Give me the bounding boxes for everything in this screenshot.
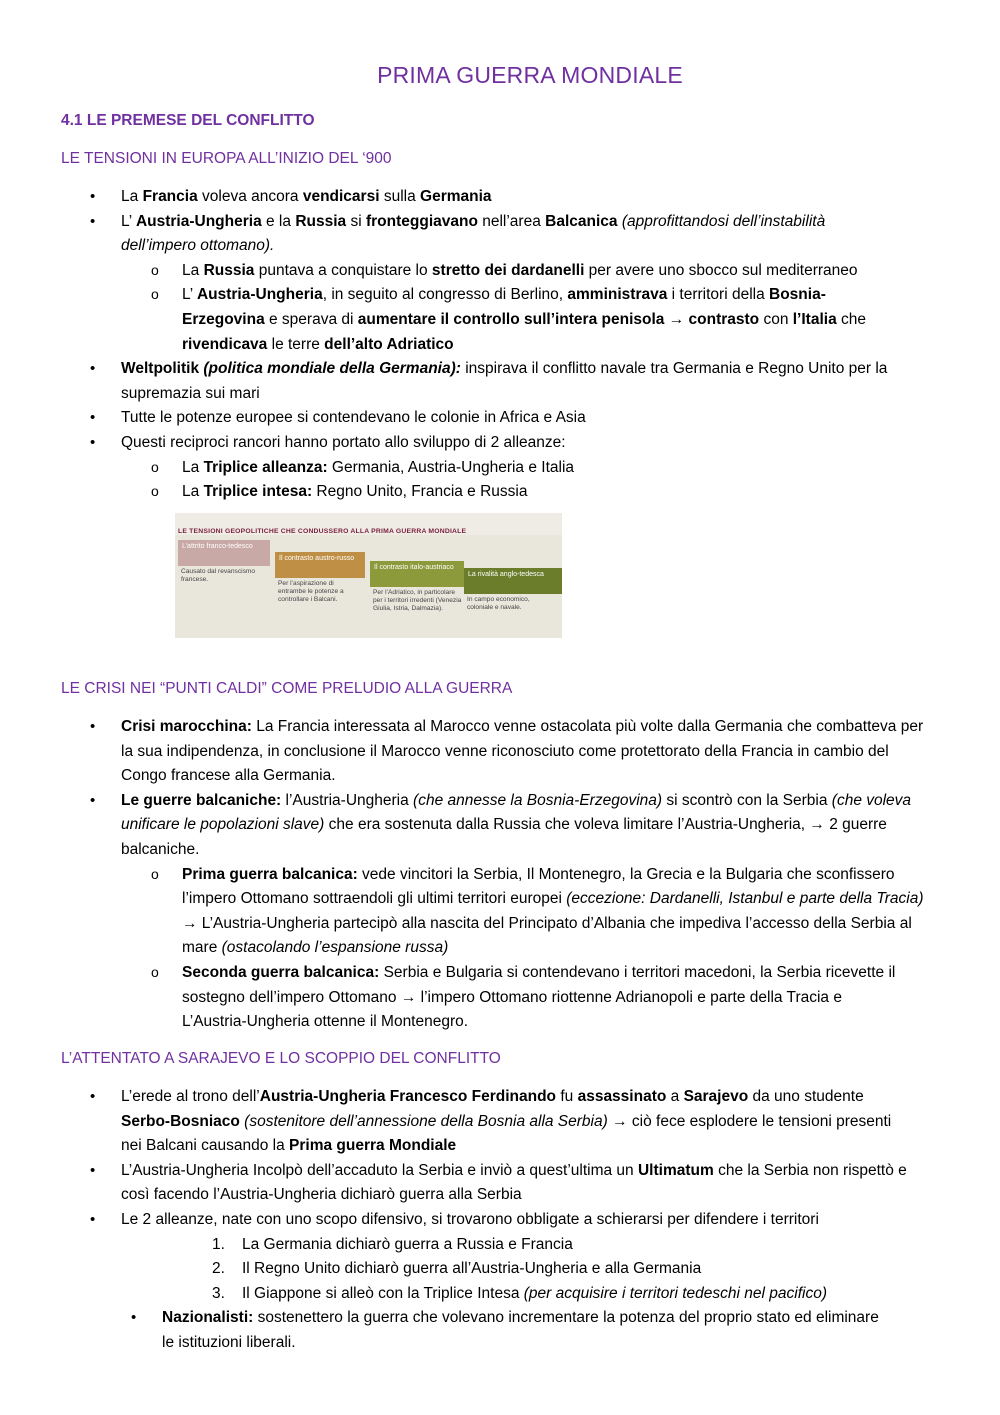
subsection-heading-tensions: LE TENSIONI IN EUROPA ALL’INIZIO DEL ‘900 (61, 150, 392, 167)
bullet-marker: • (90, 360, 96, 378)
text-run: con (759, 310, 793, 328)
text-run: Francia (142, 188, 198, 205)
text-run: L’ (121, 212, 136, 230)
text-run: Russia (295, 212, 347, 230)
list-item (0, 480, 1000, 505)
text-run: Sarajevo (683, 1088, 749, 1105)
bullet-marker: • (90, 1210, 96, 1228)
text-run: Weltpolitik (121, 360, 200, 378)
list-item-text (121, 431, 931, 456)
bullet-marker: • (90, 188, 96, 205)
text-run: Serbo-Bosniaco (121, 1112, 240, 1130)
bullet-marker: • (131, 1309, 137, 1327)
list-item (0, 283, 1000, 357)
list-item-text (242, 1282, 942, 1307)
text-run: Serbia e Bulgaria si contendevano i territori macedoni, la Serbia ricevette il sostegno dell’impero Ottomano → l’impero Ottomano riottenne Adrianopoli e parte della Tracia e L’Austria-Ungheria ottenne il Montenegro. (182, 963, 896, 1031)
text-run: Austria-Ungheria Francesco Ferdinando (259, 1088, 557, 1105)
text-run: Questi reciproci rancori hanno portato allo sviluppo di 2 alleanze: (121, 433, 566, 451)
text-run: → L’Austria-Ungheria partecipò alla nascita del Principato d’Albania che impediva l’accesso della Serbia al mare (182, 914, 912, 957)
list-item (0, 431, 1000, 456)
text-run: sostenettero la guerra che volevano incrementare la potenza del proprio stato ed eliminare le istituzioni liberali. (162, 1309, 879, 1351)
figure-col-1 (178, 540, 278, 625)
figure-col-text: Per l’aspirazione di entrambe le potenze a controllare i Balcani. (278, 580, 344, 603)
text-run: nell’area (477, 212, 546, 230)
text-run: Austria-Ungheria (135, 212, 262, 230)
text-run: che (836, 310, 866, 328)
text-run: La Francia interessata al Marocco venne ostacolata più volte dalla Germania che combatteva per la sua indipendenza, in conclusione il Marocco venne riconosciuto come protettorato della Francia in cambio del Congo francese alla Germania. (121, 718, 924, 785)
text-run: dell’alto Adriatico (324, 335, 454, 353)
circle-marker: o (151, 865, 159, 882)
figure-col-2 (275, 552, 370, 627)
list-item-text (121, 789, 931, 863)
text-run: le terre (267, 335, 325, 353)
figure-col-head: Il contrasto italo-austriaco (370, 561, 464, 587)
figure-col-head: Il contrasto austro-russo (275, 552, 365, 578)
text-run: si (346, 212, 366, 230)
bullet-marker: • (90, 212, 96, 230)
text-run: stretto dei dardanelli (431, 261, 585, 279)
list-item-text (182, 961, 902, 1035)
bullet-marker: • (90, 433, 96, 451)
list-item-text (242, 1257, 942, 1282)
list-item-text (121, 406, 931, 431)
text-run: Bosnia-Erzegovina (182, 286, 826, 328)
text-run: Regno Unito, Francia e Russia (312, 483, 528, 501)
list-item-text (182, 259, 942, 284)
text-run: La Germania dichiarò guerra a Russia e Francia (242, 1235, 573, 1253)
text-run: La (121, 188, 143, 205)
section-heading: 4.1 LE PREMESE DEL CONFLITTO (61, 112, 315, 129)
list-item-text (121, 1159, 931, 1208)
list-item (0, 259, 1000, 284)
list-item-text (121, 715, 931, 789)
subsection-heading-sarajevo: L’ATTENTATO A SARAJEVO E LO SCOPPIO DEL CONFLITTO (61, 1050, 501, 1067)
figure-col-text: In campo economico, coloniale e navale. (467, 596, 530, 611)
text-run: aumentare il controllo sull’intera penisola (357, 310, 665, 328)
text-run: La (182, 483, 204, 501)
crises-list (0, 715, 1000, 1035)
text-run: (che voleva unificare le popolazioni slave) (121, 791, 912, 834)
figure-title: LE TENSIONI GEOPOLITICHE CHE CONDUSSERO ALLA PRIMA GUERRA MONDIALE (178, 528, 467, 535)
list-item (0, 1306, 1000, 1355)
text-run: Le 2 alleanze, nate con uno scopo difensivo, si trovarono obbligate a schierarsi per difendere i territori (121, 1210, 819, 1228)
circle-marker: o (151, 261, 159, 278)
text-run: Crisi marocchina: (121, 718, 252, 735)
text-run: Ultimatum (637, 1161, 714, 1179)
list-item-text (182, 456, 942, 481)
tensions-figure (175, 513, 562, 638)
text-run: voleva ancora (197, 188, 303, 205)
list-item (0, 456, 1000, 481)
text-run: amministrava (567, 286, 668, 304)
list-item-text (182, 283, 902, 357)
list-item-text (162, 1306, 882, 1355)
list-item-text (242, 1233, 942, 1258)
bullet-marker: • (90, 718, 96, 735)
list-item-text (182, 863, 942, 961)
figure-col-4 (464, 568, 562, 633)
text-run: da uno studente (748, 1088, 864, 1105)
list-item (0, 357, 1000, 406)
list-item (0, 715, 1000, 789)
number-marker: 1. (212, 1235, 225, 1253)
text-run: Triplice alleanza: (203, 458, 328, 476)
text-run: Il Giappone si alleò con la Triplice Intesa (242, 1284, 524, 1302)
text-run: che era sostenuta dalla Russia che voleva limitare l’Austria-Ungheria, → 2 guerre balcaniche. (121, 816, 887, 858)
text-run: → (664, 310, 689, 328)
text-run: contrasto (688, 310, 760, 328)
text-run: puntava a conquistare lo (254, 261, 432, 279)
text-run: Tutte le potenze europee si contendevano le colonie in Africa e Asia (121, 409, 586, 427)
numbered-item (0, 1257, 1000, 1282)
text-run: rivendicava (182, 335, 268, 353)
text-run: e sperava di (264, 310, 358, 328)
text-run: Russia (203, 261, 255, 279)
list-item-text (121, 210, 881, 259)
text-run: l’Italia (792, 310, 837, 328)
list-item (0, 961, 1000, 1035)
list-item-text (121, 1208, 931, 1233)
text-run: vede vincitori la Serbia, Il Montenegro, la Grecia e la Bulgaria che sconfissero l’impero Ottomano sottraendoli gli ultimi territori europei (182, 865, 895, 908)
tensions-list-a (0, 185, 1000, 505)
list-item-text (182, 480, 942, 505)
bullet-marker: • (90, 1161, 96, 1179)
text-run: assassinato (577, 1088, 667, 1105)
page-title: PRIMA GUERRA MONDIALE (377, 62, 683, 88)
text-run: (per acquisire i territori tedeschi nel pacifico) (523, 1284, 827, 1302)
figure-col-head: L’attrito franco-tedesco (178, 540, 270, 566)
list-item (0, 863, 1000, 961)
list-item-text (121, 185, 931, 210)
list-item (0, 210, 1000, 259)
text-run: Triplice intesa: (203, 483, 313, 501)
text-run: inspirava il conflitto navale tra Germania e Regno Unito per la supremazia sui mari (121, 360, 888, 402)
text-run: (politica mondiale della Germania): (203, 360, 461, 378)
text-run: l’Austria-Ungheria (281, 791, 414, 809)
text-run: Le guerre balcaniche: (121, 791, 282, 809)
text-run: (eccezione: Dardanelli, Istanbul e parte della Tracia) (566, 890, 924, 908)
text-run: fu (556, 1088, 578, 1105)
number-marker: 2. (212, 1260, 225, 1278)
text-run: La (182, 261, 204, 279)
figure-col-3 (370, 561, 468, 636)
circle-marker: o (151, 458, 159, 475)
circle-marker: o (151, 963, 159, 980)
figure-col-head: La rivalità anglo-tedesca (464, 568, 562, 594)
text-run: Nazionalisti: (162, 1309, 254, 1327)
text-run: (che annesse la Bosnia-Erzegovina) (413, 791, 663, 809)
text-run: fronteggiavano (365, 212, 478, 230)
text-run: vendicarsi (302, 188, 380, 205)
circle-marker: o (151, 286, 159, 303)
text-run: Germania (420, 188, 492, 205)
list-item (0, 1159, 1000, 1208)
text-run: Balcanica (545, 212, 618, 230)
text-run: (ostacolando l’espansione russa) (221, 939, 449, 957)
figure-col-text: Causato dal revanscismo francese. (181, 568, 256, 583)
circle-marker: o (151, 483, 159, 500)
text-run: i territori della (667, 286, 770, 304)
text-run: e la (261, 212, 296, 230)
list-item (0, 406, 1000, 431)
text-run: → ciò fece esplodere le tensioni presenti nei Balcani causando la (121, 1112, 892, 1155)
text-run: L’Austria-Ungheria Incolpò dell’accaduto la Serbia e inviò a quest’ultima un (121, 1161, 638, 1179)
numbered-item (0, 1233, 1000, 1258)
text-run: Germania, Austria-Ungheria e Italia (327, 458, 575, 476)
list-item-text (121, 357, 931, 406)
list-item (0, 1208, 1000, 1233)
text-run: che la Serbia non rispettò e così facendo l’Austria-Ungheria dichiarò guerra alla Serbia (121, 1161, 907, 1204)
list-item (0, 1085, 1000, 1159)
text-run: Seconda guerra balcanica: (182, 963, 380, 981)
text-run: Prima guerra Mondiale (289, 1137, 457, 1155)
text-run: (sostenitore dell’annessione della Bosnia alla Serbia) (244, 1112, 608, 1130)
figure-col-text: Per l’Adriatico, in particolare per i territori irredenti (Venezia Giulia, Istria, Dalmazia). (373, 589, 462, 612)
list-item-text (121, 1085, 911, 1159)
text-run: per avere uno sbocco sul mediterraneo (584, 261, 858, 279)
text-run: Austria-Ungheria (196, 286, 323, 304)
text-run: Il Regno Unito dichiarò guerra all’Austria-Ungheria e alla Germania (242, 1260, 702, 1278)
bullet-marker: • (90, 409, 96, 427)
sarajevo-list (0, 1085, 1000, 1356)
subsection-heading-crises: LE CRISI NEI “PUNTI CALDI” COME PRELUDIO ALLA GUERRA (61, 680, 513, 697)
text-run: (approfittandosi dell’instabilità dell’impero ottomano). (121, 212, 826, 255)
text-run: Prima guerra balcanica: (182, 865, 358, 883)
text-run: La (182, 458, 204, 476)
list-item (0, 789, 1000, 863)
text-run: a (666, 1088, 684, 1105)
bullet-marker: • (90, 791, 96, 809)
list-item (0, 185, 1000, 210)
number-marker: 3. (212, 1284, 225, 1302)
bullet-marker: • (90, 1088, 96, 1105)
text-run: L’ (182, 286, 197, 304)
text-run: L’erede al trono dell’ (121, 1088, 260, 1105)
text-run: sulla (379, 188, 421, 205)
text-run: , in seguito al congresso di Berlino, (322, 286, 568, 304)
text-run: si scontrò con la Serbia (662, 791, 832, 809)
numbered-item (0, 1282, 1000, 1307)
